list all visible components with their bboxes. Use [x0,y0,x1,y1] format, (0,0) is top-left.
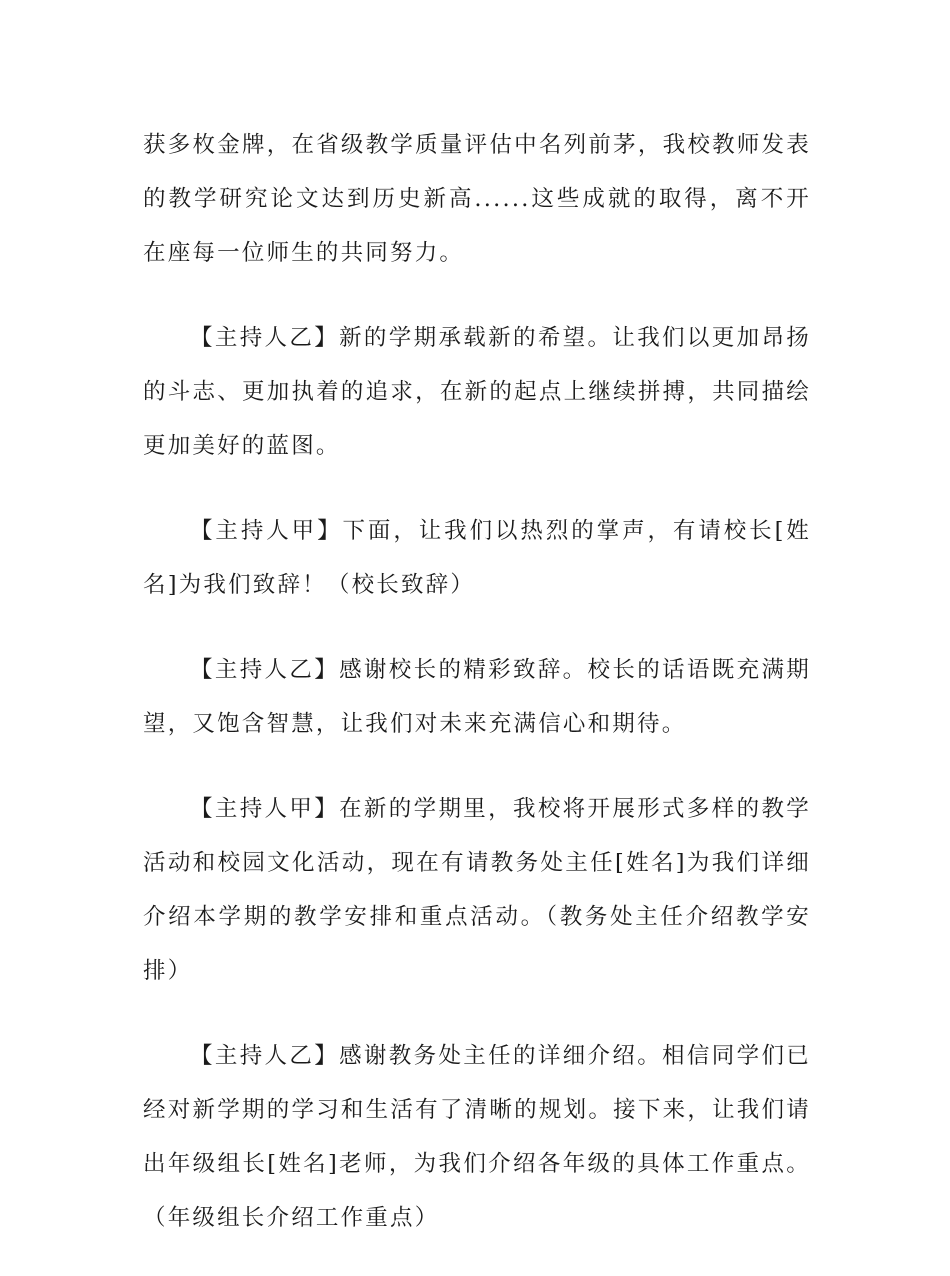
paragraph-1: 获多枚金牌，在省级教学质量评估中名列前茅，我校教师发表的教学研究论文达到历史新高......这些成就的取得，离不开在座每一位师生的共同努力。 [143,132,811,266]
document-page [143,118,811,1276]
paragraph-4: 【主持人乙】感谢校长的精彩致辞。校长的话语既充满期望，又饱含智慧，让我们对未来充满信心和期待。 [143,657,811,737]
paragraph-6: 【主持人乙】感谢教务处主任的详细介绍。相信同学们已经对新学期的学习和生活有了清晰的规划。接下来，让我们请出年级组长[姓名]老师，为我们介绍各年级的具体工作重点。（年级组长介绍工作重点） [143,1043,811,1231]
paragraph-5: 【主持人甲】在新的学期里，我校将开展形式多样的教学活动和校园文化活动，现在有请教务处主任[姓名]为我们详细介绍本学期的教学安排和重点活动。（教务处主任介绍教学安排） [143,796,811,984]
paragraph-3: 【主持人甲】下面，让我们以热烈的掌声，有请校长[姓名]为我们致辞！（校长致辞） [143,518,811,598]
paragraph-2: 【主持人乙】新的学期承载新的希望。让我们以更加昂扬的斗志、更加执着的追求，在新的起点上继续拼搏，共同描绘更加美好的蓝图。 [143,325,811,459]
